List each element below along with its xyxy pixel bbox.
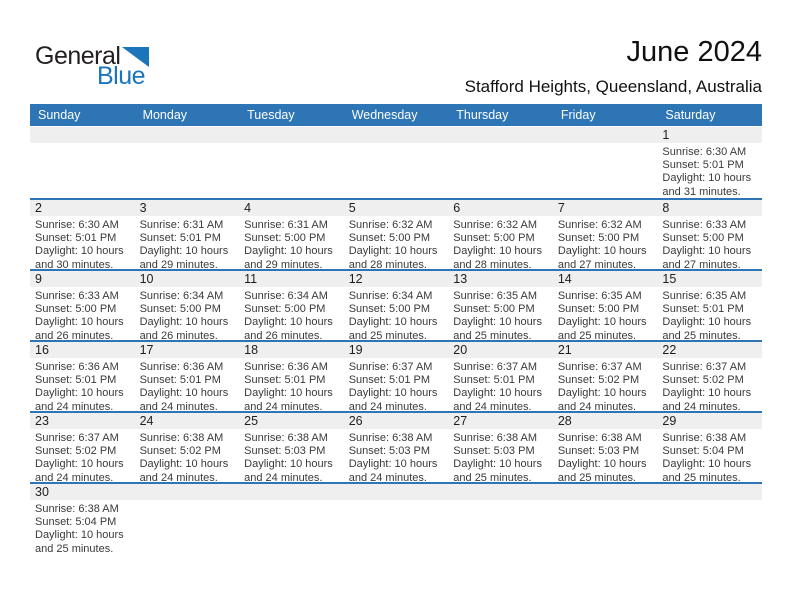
week-row: [30, 340, 762, 411]
day-number: 26: [344, 413, 449, 429]
day-detail-line: Sunrise: 6:38 AM: [35, 503, 119, 515]
day-detail-line: Sunset: 5:00 PM: [453, 232, 535, 245]
day-details: [30, 500, 135, 553]
day-detail-line: Sunset: 5:04 PM: [35, 516, 117, 529]
day-detail-line: and 29 minutes.: [139, 258, 218, 269]
day-details: [553, 287, 658, 340]
day-details: [30, 358, 135, 411]
day-detail-line: and 29 minutes.: [244, 258, 323, 269]
day-cell: [344, 413, 449, 482]
day-detail-line: Daylight: 10 hours: [139, 316, 229, 329]
day-number: [344, 484, 449, 500]
day-detail-line: Sunset: 5:00 PM: [662, 232, 744, 245]
month-calendar: [30, 104, 762, 553]
day-cell: [657, 271, 762, 340]
day-detail-line: Sunrise: 6:34 AM: [244, 290, 328, 302]
empty-day-cell: [135, 127, 240, 198]
day-number: 15: [657, 271, 762, 287]
day-cell: [657, 342, 762, 411]
empty-day-cell: [448, 127, 553, 198]
empty-day-cell: [135, 484, 240, 553]
day-number: 11: [239, 271, 344, 287]
day-number: 24: [135, 413, 240, 429]
week-row: [30, 269, 762, 340]
day-detail-line: Sunrise: 6:37 AM: [35, 432, 119, 444]
day-detail-line: Sunrise: 6:36 AM: [139, 361, 224, 373]
day-detail-line: Sunset: 5:03 PM: [244, 445, 326, 458]
day-details: [553, 358, 658, 411]
day-cell: [448, 342, 553, 411]
logo-text-general: General: [35, 42, 121, 70]
day-number: 18: [239, 342, 344, 358]
day-detail-line: Sunset: 5:00 PM: [348, 232, 431, 245]
day-number: 20: [448, 342, 553, 358]
day-detail-line: Daylight: 10 hours: [348, 245, 438, 258]
day-detail-line: Daylight: 10 hours: [557, 245, 647, 258]
day-cell: [239, 271, 344, 340]
day-detail-line: Sunset: 5:02 PM: [662, 374, 744, 387]
day-cell: [135, 271, 240, 340]
day-number: 30: [30, 484, 135, 500]
day-detail-line: Sunrise: 6:37 AM: [348, 361, 433, 373]
empty-day-cell: [448, 484, 553, 553]
day-detail-line: Sunrise: 6:31 AM: [244, 219, 328, 231]
week-row: [30, 411, 762, 482]
day-detail-line: Sunset: 5:01 PM: [35, 374, 117, 387]
day-detail-line: Daylight: 10 hours: [348, 316, 438, 329]
day-detail-line: and 26 minutes.: [139, 329, 218, 340]
day-detail-line: Daylight: 10 hours: [35, 245, 124, 258]
day-detail-line: Sunrise: 6:31 AM: [139, 219, 224, 231]
day-number: [448, 484, 553, 500]
day-number: [239, 127, 344, 143]
day-cell: [30, 342, 135, 411]
day-cell: [344, 342, 449, 411]
day-detail-line: Daylight: 10 hours: [557, 316, 647, 329]
weekday-friday: Friday: [560, 108, 596, 122]
day-detail-line: Sunrise: 6:37 AM: [557, 361, 642, 373]
week-row: [30, 482, 762, 553]
day-cell: [239, 413, 344, 482]
day-cell: [344, 200, 449, 269]
day-details: [239, 287, 344, 340]
day-detail-line: Daylight: 10 hours: [348, 458, 438, 471]
day-number: [553, 484, 658, 500]
day-number: 12: [344, 271, 449, 287]
day-number: 6: [448, 200, 553, 216]
day-detail-line: Sunrise: 6:34 AM: [139, 290, 224, 302]
day-detail-line: Sunrise: 6:35 AM: [662, 290, 747, 302]
day-detail-line: Sunset: 5:00 PM: [139, 303, 221, 316]
day-number: 7: [553, 200, 658, 216]
day-detail-line: Sunrise: 6:36 AM: [244, 361, 328, 373]
day-detail-line: Sunset: 5:02 PM: [557, 374, 640, 387]
day-cell: [30, 271, 135, 340]
day-details: [657, 429, 762, 482]
day-number: [239, 484, 344, 500]
day-cell: [30, 200, 135, 269]
empty-day-cell: [344, 484, 449, 553]
day-details: [657, 143, 762, 198]
weekday-wednesday: Wednesday: [351, 108, 418, 122]
day-detail-line: and 26 minutes.: [35, 329, 114, 340]
day-number: 27: [448, 413, 553, 429]
day-detail-line: Daylight: 10 hours: [35, 387, 124, 400]
day-detail-line: and 25 minutes.: [453, 471, 532, 482]
day-detail-line: Daylight: 10 hours: [35, 458, 124, 471]
day-detail-line: Sunset: 5:02 PM: [139, 445, 221, 458]
location-subtitle: Stafford Heights, Queensland, Australia: [464, 77, 762, 96]
day-detail-line: Sunset: 5:01 PM: [662, 159, 744, 172]
day-detail-line: Sunset: 5:01 PM: [348, 374, 431, 387]
day-cell: [657, 127, 762, 198]
day-detail-line: and 28 minutes.: [453, 258, 532, 269]
day-number: 14: [553, 271, 658, 287]
day-detail-line: and 24 minutes.: [35, 471, 114, 482]
day-number: 3: [135, 200, 240, 216]
day-number: 29: [657, 413, 762, 429]
day-detail-line: and 28 minutes.: [348, 258, 427, 269]
day-detail-line: Daylight: 10 hours: [662, 172, 752, 185]
day-detail-line: and 30 minutes.: [35, 258, 114, 269]
day-detail-line: and 25 minutes.: [453, 329, 532, 340]
day-details: [135, 358, 240, 411]
day-details: [135, 287, 240, 340]
day-detail-line: Daylight: 10 hours: [453, 387, 542, 400]
day-number: [30, 127, 135, 143]
day-number: 9: [30, 271, 135, 287]
day-number: 25: [239, 413, 344, 429]
day-detail-line: Sunset: 5:02 PM: [35, 445, 117, 458]
day-detail-line: Sunset: 5:04 PM: [662, 445, 744, 458]
day-cell: [135, 200, 240, 269]
day-number: 17: [135, 342, 240, 358]
weekday-header-row: [30, 104, 762, 126]
day-details: [657, 287, 762, 340]
day-detail-line: and 24 minutes.: [453, 400, 532, 411]
day-detail-line: Daylight: 10 hours: [662, 316, 752, 329]
day-details: [553, 216, 658, 269]
day-detail-line: Sunrise: 6:35 AM: [453, 290, 538, 302]
day-details: [657, 216, 762, 269]
day-number: 22: [657, 342, 762, 358]
day-detail-line: Daylight: 10 hours: [557, 458, 647, 471]
day-detail-line: and 24 minutes.: [244, 400, 323, 411]
day-detail-line: and 27 minutes.: [662, 258, 741, 269]
day-details: [344, 358, 449, 411]
day-cell: [448, 271, 553, 340]
day-detail-line: Sunset: 5:00 PM: [557, 232, 640, 245]
day-number: [135, 127, 240, 143]
day-detail-line: Daylight: 10 hours: [139, 458, 229, 471]
day-number: 10: [135, 271, 240, 287]
day-detail-line: Sunset: 5:03 PM: [348, 445, 431, 458]
month-title: June 2024: [626, 36, 762, 68]
day-detail-line: Daylight: 10 hours: [662, 245, 752, 258]
day-cell: [553, 342, 658, 411]
day-detail-line: Sunset: 5:01 PM: [139, 232, 221, 245]
week-row: [30, 127, 762, 198]
day-detail-line: Sunset: 5:00 PM: [244, 232, 326, 245]
day-detail-line: Sunrise: 6:37 AM: [453, 361, 538, 373]
day-detail-line: Daylight: 10 hours: [244, 458, 333, 471]
day-detail-line: Sunset: 5:00 PM: [35, 303, 117, 316]
day-cell: [657, 413, 762, 482]
day-detail-line: Sunrise: 6:38 AM: [244, 432, 328, 444]
day-detail-line: Sunrise: 6:34 AM: [348, 290, 433, 302]
day-detail-line: and 27 minutes.: [557, 258, 637, 269]
day-detail-line: Sunrise: 6:33 AM: [662, 219, 747, 231]
weekday-thursday: Thursday: [456, 108, 509, 122]
day-cell: [448, 413, 553, 482]
weekday-sunday: Sunday: [38, 108, 81, 122]
day-cell: [553, 200, 658, 269]
day-number: 2: [30, 200, 135, 216]
logo-text-blue: Blue: [97, 62, 146, 90]
day-cell: [657, 200, 762, 269]
day-number: 4: [239, 200, 344, 216]
day-detail-line: Daylight: 10 hours: [662, 458, 752, 471]
empty-day-cell: [553, 127, 658, 198]
day-detail-line: Sunrise: 6:38 AM: [662, 432, 747, 444]
day-details: [448, 358, 553, 411]
day-detail-line: Daylight: 10 hours: [244, 245, 333, 258]
day-number: 23: [30, 413, 135, 429]
day-detail-line: Sunrise: 6:32 AM: [348, 219, 433, 231]
day-detail-line: Sunrise: 6:38 AM: [557, 432, 642, 444]
empty-day-cell: [657, 484, 762, 553]
day-details: [344, 216, 449, 269]
day-details: [135, 216, 240, 269]
day-details: [448, 287, 553, 340]
day-details: [448, 429, 553, 482]
day-detail-line: Sunset: 5:03 PM: [453, 445, 535, 458]
day-detail-line: Sunset: 5:00 PM: [557, 303, 640, 316]
day-detail-line: Sunrise: 6:37 AM: [662, 361, 747, 373]
day-detail-line: and 25 minutes.: [348, 329, 427, 340]
day-details: [239, 216, 344, 269]
day-detail-line: Daylight: 10 hours: [453, 316, 542, 329]
day-details: [344, 429, 449, 482]
day-cell: [553, 413, 658, 482]
day-detail-line: Sunrise: 6:30 AM: [35, 219, 119, 231]
day-detail-line: Daylight: 10 hours: [35, 529, 124, 542]
day-cell: [30, 413, 135, 482]
day-detail-line: and 24 minutes.: [139, 471, 218, 482]
day-detail-line: Sunset: 5:00 PM: [348, 303, 431, 316]
day-detail-line: and 24 minutes.: [662, 400, 741, 411]
day-number: [657, 484, 762, 500]
day-number: 8: [657, 200, 762, 216]
weekday-tuesday: Tuesday: [247, 108, 295, 122]
day-detail-line: Sunrise: 6:38 AM: [348, 432, 433, 444]
day-cell: [553, 271, 658, 340]
day-detail-line: Daylight: 10 hours: [139, 387, 229, 400]
day-detail-line: and 24 minutes.: [35, 400, 114, 411]
day-detail-line: and 25 minutes.: [557, 471, 637, 482]
day-detail-line: Sunset: 5:01 PM: [453, 374, 535, 387]
day-cell: [239, 200, 344, 269]
day-details: [30, 216, 135, 269]
day-detail-line: Sunrise: 6:38 AM: [453, 432, 538, 444]
day-cell: [30, 484, 135, 553]
day-cell: [135, 413, 240, 482]
day-details: [448, 216, 553, 269]
day-details: [239, 358, 344, 411]
day-detail-line: and 25 minutes.: [557, 329, 637, 340]
week-row: [30, 198, 762, 269]
empty-day-cell: [239, 484, 344, 553]
day-detail-line: Sunset: 5:00 PM: [244, 303, 326, 316]
day-detail-line: Daylight: 10 hours: [139, 245, 229, 258]
day-cell: [135, 342, 240, 411]
day-detail-line: and 24 minutes.: [139, 400, 218, 411]
weekday-monday: Monday: [142, 108, 188, 122]
day-details: [657, 358, 762, 411]
day-detail-line: Daylight: 10 hours: [244, 316, 333, 329]
general-blue-logo: [35, 44, 149, 89]
day-detail-line: Sunrise: 6:32 AM: [557, 219, 642, 231]
day-detail-line: Sunset: 5:01 PM: [244, 374, 326, 387]
day-detail-line: Sunset: 5:01 PM: [35, 232, 117, 245]
day-detail-line: Sunset: 5:03 PM: [557, 445, 640, 458]
day-cell: [344, 271, 449, 340]
day-number: 13: [448, 271, 553, 287]
day-details: [135, 429, 240, 482]
day-detail-line: Daylight: 10 hours: [662, 387, 752, 400]
day-detail-line: and 25 minutes.: [662, 471, 741, 482]
day-number: 21: [553, 342, 658, 358]
day-cell: [448, 200, 553, 269]
day-detail-line: and 25 minutes.: [35, 542, 114, 553]
day-details: [30, 287, 135, 340]
empty-day-cell: [30, 127, 135, 198]
empty-day-cell: [553, 484, 658, 553]
day-detail-line: and 24 minutes.: [348, 400, 427, 411]
day-detail-line: Daylight: 10 hours: [557, 387, 647, 400]
day-detail-line: and 26 minutes.: [244, 329, 323, 340]
day-detail-line: Daylight: 10 hours: [453, 458, 542, 471]
day-detail-line: Sunset: 5:01 PM: [662, 303, 744, 316]
empty-day-cell: [344, 127, 449, 198]
day-detail-line: Sunrise: 6:35 AM: [557, 290, 642, 302]
day-details: [553, 429, 658, 482]
day-cell: [239, 342, 344, 411]
day-number: [448, 127, 553, 143]
day-detail-line: Daylight: 10 hours: [348, 387, 438, 400]
calendar-grid: [30, 127, 762, 553]
day-details: [30, 429, 135, 482]
day-detail-line: and 31 minutes.: [662, 185, 741, 198]
day-detail-line: and 24 minutes.: [244, 471, 323, 482]
day-detail-line: Daylight: 10 hours: [35, 316, 124, 329]
day-detail-line: Daylight: 10 hours: [453, 245, 542, 258]
day-number: 5: [344, 200, 449, 216]
day-detail-line: Daylight: 10 hours: [244, 387, 333, 400]
day-detail-line: Sunrise: 6:38 AM: [139, 432, 224, 444]
weekday-saturday: Saturday: [665, 108, 716, 122]
day-number: 19: [344, 342, 449, 358]
day-number: 28: [553, 413, 658, 429]
day-detail-line: Sunrise: 6:32 AM: [453, 219, 538, 231]
day-details: [239, 429, 344, 482]
day-number: 16: [30, 342, 135, 358]
day-number: 1: [657, 127, 762, 143]
day-detail-line: Sunset: 5:00 PM: [453, 303, 535, 316]
day-detail-line: Sunset: 5:01 PM: [139, 374, 221, 387]
day-number: [135, 484, 240, 500]
day-detail-line: Sunrise: 6:30 AM: [662, 146, 747, 158]
day-details: [344, 287, 449, 340]
day-number: [553, 127, 658, 143]
empty-day-cell: [239, 127, 344, 198]
day-detail-line: and 25 minutes.: [662, 329, 741, 340]
day-detail-line: and 24 minutes.: [348, 471, 427, 482]
day-detail-line: Sunrise: 6:36 AM: [35, 361, 119, 373]
day-detail-line: Sunrise: 6:33 AM: [35, 290, 119, 302]
day-number: [344, 127, 449, 143]
day-detail-line: and 24 minutes.: [557, 400, 637, 411]
